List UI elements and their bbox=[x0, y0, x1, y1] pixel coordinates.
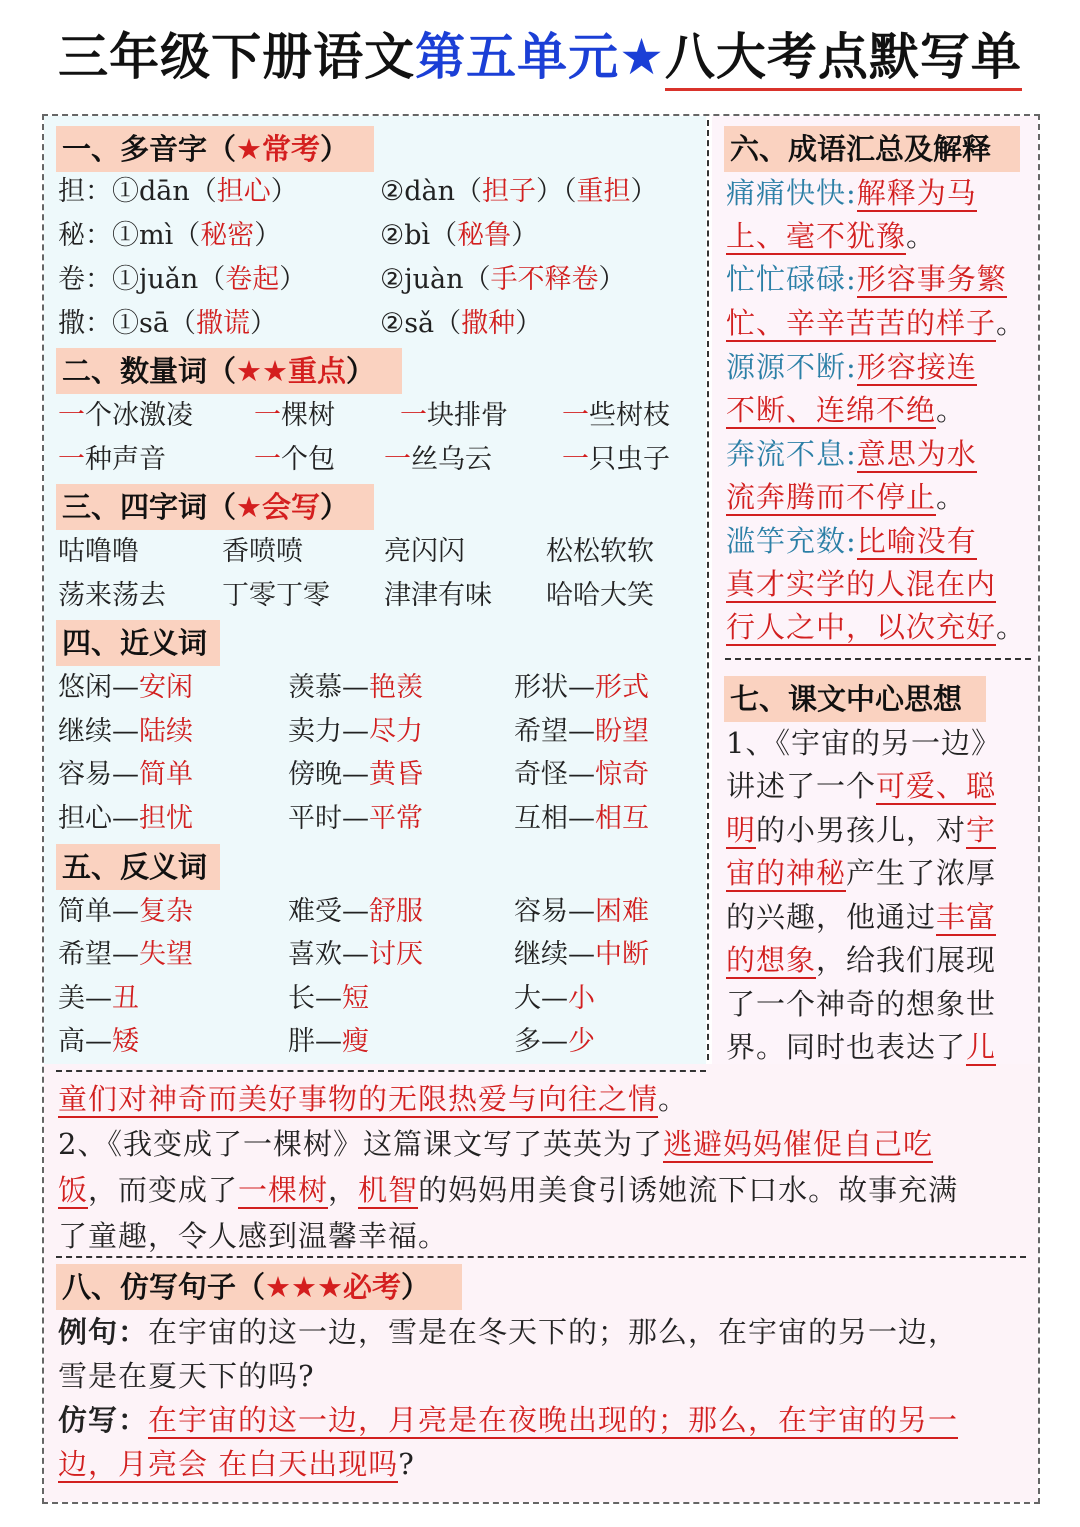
polyphone-row: ②sǎ（撒种） bbox=[380, 308, 543, 339]
four-char-word: 松松软软 bbox=[546, 536, 654, 567]
divider-right bbox=[725, 658, 1031, 660]
antonym-pair: 简单—复杂 bbox=[58, 896, 193, 927]
antonym-pair: 美—丑 bbox=[58, 983, 139, 1014]
section-4-heading: 四、近义词 bbox=[56, 620, 220, 666]
synonym-pair: 傍晚—黄昏 bbox=[288, 759, 423, 790]
example-sentence: 雪是在夏天下的吗? bbox=[58, 1359, 315, 1393]
section-1-heading: 一、多音字（★常考） bbox=[56, 126, 374, 172]
idiom-line: 忙、辛辛苦苦的样子。 bbox=[726, 306, 1027, 340]
measure-word: 一些树枝 bbox=[562, 400, 670, 431]
section-5-heading: 五、反义词 bbox=[56, 844, 220, 890]
antonym-pair: 大—小 bbox=[514, 983, 595, 1014]
synonym-pair: 羡慕—艳羡 bbox=[288, 672, 423, 703]
antonym-pair: 长—短 bbox=[288, 983, 369, 1014]
antonym-pair: 胖—瘦 bbox=[288, 1026, 369, 1057]
synonym-pair: 容易—简单 bbox=[58, 759, 193, 790]
polyphone-row: 担：①dān（担心） bbox=[58, 176, 298, 207]
idiom-line: 流奔腾而不停止。 bbox=[726, 480, 967, 514]
theme-line: 了童趣，令人感到温馨幸福。 bbox=[58, 1219, 449, 1253]
vertical-divider bbox=[707, 120, 709, 1060]
theme-line: 童们对神奇而美好事物的无限热爱与向往之情。 bbox=[58, 1082, 689, 1116]
measure-word: 一块排骨 bbox=[400, 400, 508, 431]
synonym-pair: 希望—盼望 bbox=[514, 716, 649, 747]
four-char-word: 香喷喷 bbox=[222, 536, 303, 567]
section-6-heading: 六、成语汇总及解释 bbox=[724, 126, 1020, 172]
synonym-pair: 悠闲—安闲 bbox=[58, 672, 193, 703]
theme-line: 的兴趣，他通过丰富 bbox=[726, 900, 997, 934]
four-char-word: 哈哈大笑 bbox=[546, 580, 654, 611]
polyphone-row: ②juàn（手不释卷） bbox=[380, 264, 626, 295]
theme-line: 2、《我变成了一棵树》这篇课文写了英英为了逃避妈妈催促自己吃 bbox=[58, 1127, 933, 1161]
measure-word: 一棵树 bbox=[254, 400, 335, 431]
four-char-word: 荡来荡去 bbox=[58, 580, 166, 611]
idiom-line: 上、毫不犹豫。 bbox=[726, 219, 937, 253]
polyphone-row: 撒：①sā（撒谎） bbox=[58, 308, 277, 339]
idiom-line: 奔流不息:意思为水 bbox=[726, 437, 977, 471]
synonym-pair: 形状—形式 bbox=[514, 672, 649, 703]
idiom-line: 源源不断:形容接连 bbox=[726, 350, 977, 384]
theme-line: 的想象，给我们展现 bbox=[726, 943, 997, 977]
antonym-pair: 继续—中断 bbox=[514, 939, 649, 970]
page-title: 三年级下册语文第五单元★八大考点默写单 bbox=[0, 22, 1080, 92]
measure-word: 一丝乌云 bbox=[384, 444, 492, 475]
polyphone-row: ②bì（秘鲁） bbox=[380, 220, 539, 251]
idiom-line: 忙忙碌碌:形容事务繁 bbox=[726, 262, 1007, 296]
measure-word: 一只虫子 bbox=[562, 444, 670, 475]
four-char-word: 咕噜噜 bbox=[58, 536, 139, 567]
measure-word: 一个包 bbox=[254, 444, 335, 475]
theme-line: 1、《宇宙的另一边》 bbox=[726, 726, 1001, 760]
polyphone-row: 秘：①mì（秘密） bbox=[58, 220, 282, 251]
synonym-pair: 平时—平常 bbox=[288, 803, 423, 834]
theme-line: 宙的神秘产生了浓厚 bbox=[726, 856, 997, 890]
divider-left bbox=[56, 1070, 706, 1072]
four-char-word: 津津有味 bbox=[384, 580, 492, 611]
section-2-heading: 二、数量词（★★重点） bbox=[56, 348, 402, 394]
imitation-sentence: 边，月亮会 在白天出现吗? bbox=[58, 1447, 415, 1481]
theme-line: 了一个神奇的想象世 bbox=[726, 987, 997, 1021]
antonym-pair: 难受—舒服 bbox=[288, 896, 423, 927]
synonym-pair: 互相—相互 bbox=[514, 803, 649, 834]
synonym-pair: 奇怪—惊奇 bbox=[514, 759, 649, 790]
antonym-pair: 容易—困难 bbox=[514, 896, 649, 927]
synonym-pair: 担心—担忧 bbox=[58, 803, 193, 834]
antonym-pair: 高—矮 bbox=[58, 1026, 139, 1057]
theme-line: 明的小男孩儿，对宇 bbox=[726, 813, 997, 847]
polyphone-row: ②dàn（担子）（重担） bbox=[380, 176, 658, 207]
four-char-word: 亮闪闪 bbox=[384, 536, 465, 567]
antonym-pair: 喜欢—讨厌 bbox=[288, 939, 423, 970]
synonym-pair: 卖力—尽力 bbox=[288, 716, 423, 747]
synonym-pair: 继续—陆续 bbox=[58, 716, 193, 747]
idiom-line: 痛痛快快:解释为马 bbox=[726, 176, 977, 210]
idiom-line: 滥竽充数:比喻没有 bbox=[726, 524, 977, 558]
imitation-sentence: 仿写：在宇宙的这一边，月亮是在夜晚出现的；那么，在宇宙的另一 bbox=[58, 1403, 959, 1437]
polyphone-row: 卷：①juǎn（卷起） bbox=[58, 264, 307, 295]
antonym-pair: 多—少 bbox=[514, 1026, 595, 1057]
theme-line: 饭，而变成了一棵树，机智的妈妈用美食引诱她流下口水。故事充满 bbox=[58, 1173, 959, 1207]
idiom-line: 行人之中，以次充好。 bbox=[726, 610, 1027, 644]
example-sentence: 例句：在宇宙的这一边，雪是在冬天下的；那么，在宇宙的另一边， bbox=[58, 1315, 959, 1349]
section-7-heading: 七、课文中心思想 bbox=[724, 676, 986, 722]
four-char-word: 丁零丁零 bbox=[222, 580, 330, 611]
section-3-heading: 三、四字词（★会写） bbox=[56, 484, 374, 530]
measure-word: 一个冰激凌 bbox=[58, 400, 193, 431]
theme-line: 界。同时也表达了儿 bbox=[726, 1030, 997, 1064]
section-8-heading: 八、仿写句子（★★★必考） bbox=[56, 1264, 462, 1310]
theme-line: 讲述了一个可爱、聪 bbox=[726, 769, 997, 803]
idiom-line: 不断、连绵不绝。 bbox=[726, 393, 967, 427]
idiom-line: 真才实学的人混在内 bbox=[726, 567, 997, 601]
antonym-pair: 希望—失望 bbox=[58, 939, 193, 970]
measure-word: 一种声音 bbox=[58, 444, 166, 475]
